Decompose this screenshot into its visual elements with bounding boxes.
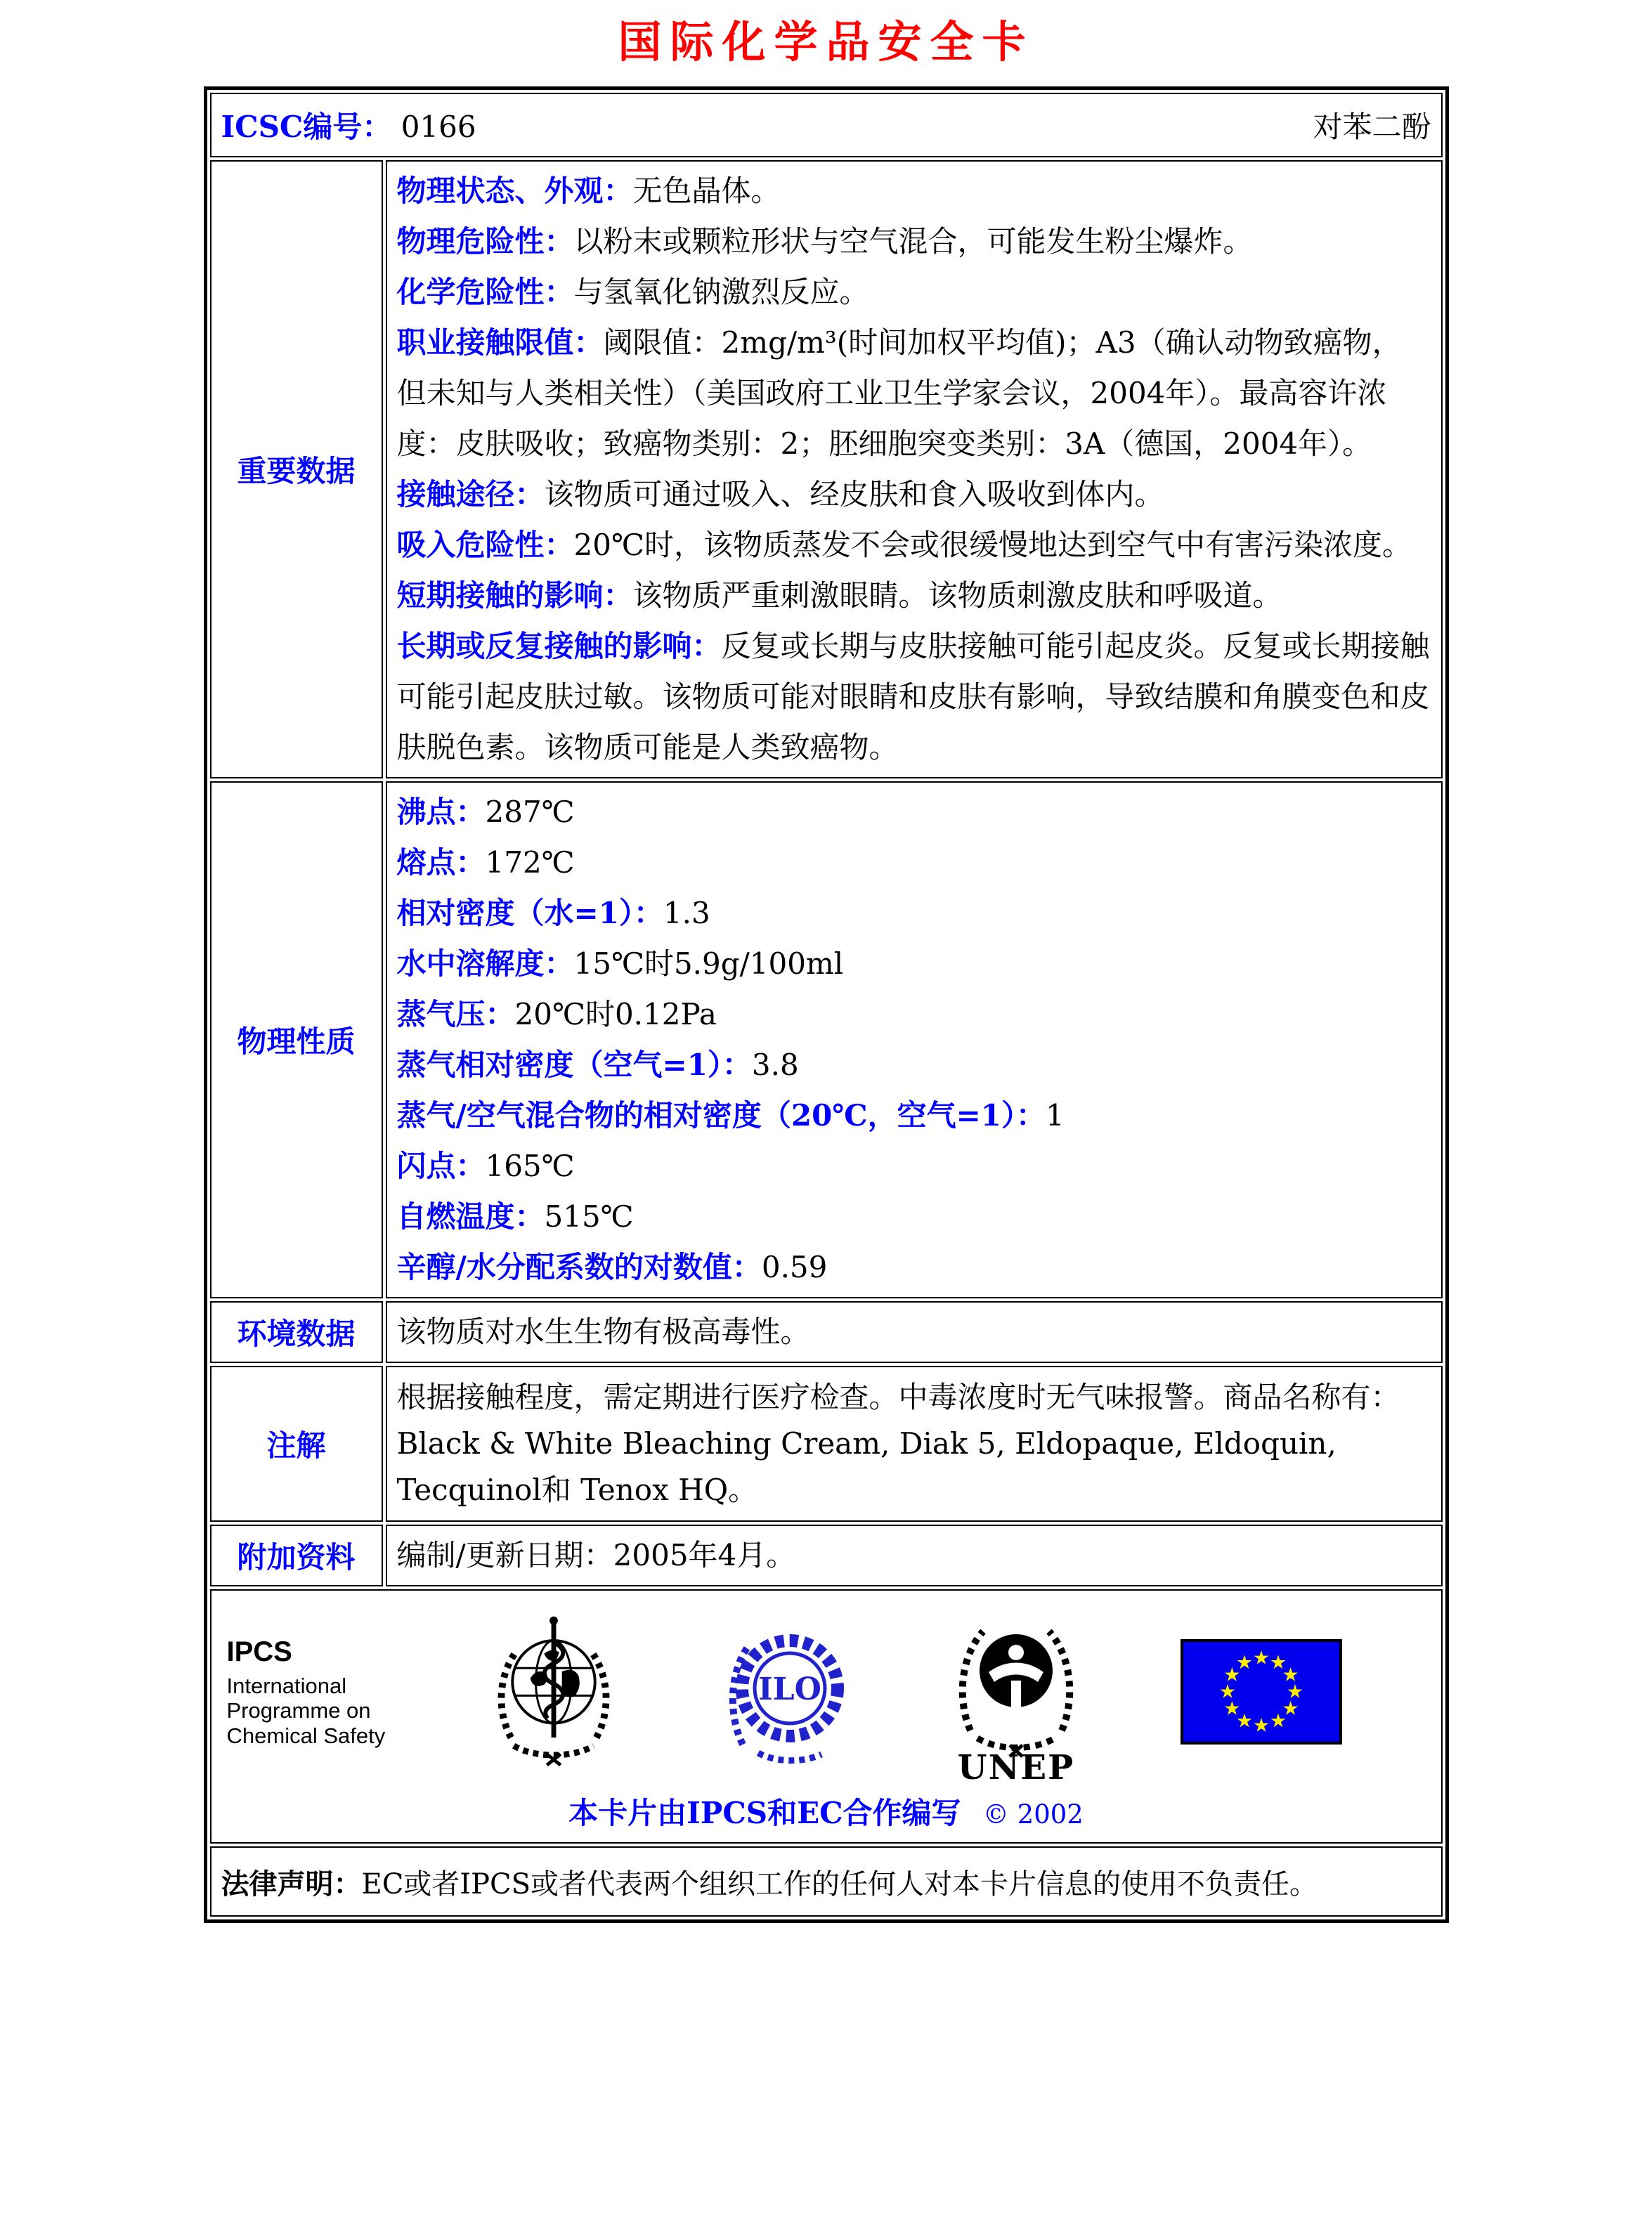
important-data-item [397, 621, 1431, 773]
environmental-data-content: 该物质对水生生物有极高毒性。 [386, 1301, 1443, 1363]
physical-property-item [397, 1090, 1431, 1141]
item-label: 物理状态、外观： [396, 174, 633, 208]
header-cell [210, 93, 1443, 157]
eu-flag-icon [1181, 1639, 1342, 1745]
icsc-number-label: ICSC编号： [221, 110, 392, 144]
ipcs-subtitle-line-3: Chemical Safety [226, 1723, 386, 1748]
physical-property-item [397, 1040, 1431, 1090]
important-data-item [397, 166, 1431, 216]
footer-caption [219, 1790, 1434, 1832]
legal-cell [210, 1846, 1443, 1917]
item-text: 287℃ [485, 795, 575, 829]
chemical-name: 对苯二酚 [1313, 110, 1431, 144]
item-label: 相对密度（水=1）： [396, 896, 663, 930]
section-label-important-data: 重要数据 [210, 160, 383, 778]
item-label: 物理危险性： [396, 224, 574, 259]
physical-property-item [397, 939, 1431, 989]
ilo-logo-text: ILO [757, 1671, 821, 1707]
who-logo-icon [483, 1610, 624, 1775]
ipcs-text-block [227, 1636, 386, 1749]
environmental-data-row [210, 1301, 1443, 1363]
item-label: 化学危险性： [396, 275, 574, 309]
header-row [210, 93, 1443, 157]
important-data-item [397, 469, 1431, 520]
item-text: 阈限值：2mg/m³(时间加权平均值)；A3（确认动物致癌物，但未知与人类相关性）（美国政府工业卫生学家会议，2004年）。最高容许浓度：皮肤吸收；致癌物类别：2；胚细胞突变类别：3A（德国，2004年）。 [396, 325, 1402, 461]
item-text: 以粉末或颗粒形状与空气混合，可能发生粉尘爆炸。 [573, 224, 1253, 259]
item-text: 该物质可通过吸入、经皮肤和食入吸收到体内。 [544, 477, 1164, 511]
item-text: 165℃ [485, 1149, 575, 1183]
section-label-physical-properties: 物理性质 [210, 781, 383, 1298]
notes-row [210, 1366, 1443, 1522]
unep-logo-icon [949, 1600, 1083, 1783]
item-label: 水中溶解度： [396, 946, 574, 981]
item-label: 吸入危险性： [396, 528, 574, 562]
physical-property-item [397, 1141, 1431, 1192]
item-label: 熔点： [396, 845, 486, 880]
important-data-content [386, 160, 1443, 778]
footer-copyright: © 2002 [982, 1799, 1084, 1830]
additional-info-row [210, 1525, 1443, 1586]
important-data-item [397, 520, 1431, 570]
ipcs-subtitle-line-2: Programme on [226, 1698, 371, 1723]
item-text: 20℃时0.12Pa [514, 997, 717, 1031]
item-text: 20℃时，该物质蒸发不会或很缓慢地达到空气中有害污染浓度。 [573, 528, 1412, 562]
item-text: 515℃ [544, 1199, 634, 1234]
footer-caption-text: 本卡片由IPCS和EC合作编写 [568, 1796, 961, 1830]
item-label: 自燃温度： [396, 1199, 545, 1234]
additional-info-content: 编制/更新日期：2005年4月。 [386, 1525, 1443, 1586]
important-data-item [397, 318, 1431, 469]
notes-content: 根据接触程度，需定期进行医疗检查。中毒浓度时无气味报警。商品名称有：Black & White Bleaching Cream, Diak 5, Eldopaque, Eldoquin, Tecquinol和 Tenox HQ。 [386, 1366, 1443, 1522]
ipcs-title: IPCS [226, 1636, 292, 1667]
logos-cell [210, 1589, 1443, 1844]
item-label: 职业接触限值： [396, 325, 604, 360]
unep-logo-text: UNEP [957, 1748, 1075, 1783]
item-text: 172℃ [485, 845, 575, 880]
icsc-number-value: 0166 [401, 110, 476, 144]
important-data-item [397, 267, 1431, 318]
item-text: 0.59 [761, 1250, 828, 1284]
item-label: 蒸气相对密度（空气=1）： [396, 1048, 752, 1082]
item-label: 短期接触的影响： [396, 578, 633, 613]
page-title: 国际化学品安全卡 [618, 16, 1034, 67]
section-label-additional-info: 附加资料 [210, 1525, 383, 1586]
physical-properties-content [386, 781, 1443, 1298]
item-text: 与氢氧化钠激烈反应。 [573, 275, 869, 309]
physical-properties-row [210, 781, 1443, 1298]
item-text: 无色晶体。 [632, 174, 781, 208]
important-data-row [210, 160, 1443, 778]
icsc-number-group [221, 104, 476, 146]
ilo-logo-icon [722, 1618, 852, 1766]
item-text: 反复或长期与皮肤接触可能引起皮炎。反复或长期接触可能引起皮肤过敏。该物质可能对眼睛和皮肤有影响，导致结膜和角膜变色和皮肤脱色素。该物质可能是人类致癌物。 [396, 629, 1430, 764]
physical-property-item [397, 989, 1431, 1040]
item-text: 该物质严重刺激眼睛。该物质刺激皮肤和呼吸道。 [632, 578, 1282, 613]
ipcs-subtitle-line-1: International [226, 1673, 347, 1698]
logos-row [210, 1589, 1443, 1844]
item-text: 3.8 [751, 1048, 799, 1082]
physical-property-item [397, 787, 1431, 837]
section-label-notes: 注解 [210, 1366, 383, 1522]
item-label: 蒸气/空气混合物的相对密度（20℃，空气=1）： [396, 1098, 1046, 1133]
legal-text: EC或者IPCS或者代表两个组织工作的任何人对本卡片信息的使用不负责任。 [361, 1867, 1318, 1900]
physical-property-item [397, 837, 1431, 888]
physical-property-item [397, 888, 1431, 939]
item-label: 接触途径： [396, 477, 545, 511]
important-data-item [397, 570, 1431, 621]
section-label-environmental-data: 环境数据 [210, 1301, 383, 1363]
important-data-item [397, 216, 1431, 267]
item-label: 蒸气压： [396, 997, 515, 1031]
item-label: 沸点： [396, 795, 486, 829]
physical-property-item [397, 1242, 1431, 1293]
legal-row [210, 1846, 1443, 1917]
item-label: 闪点： [396, 1149, 486, 1183]
item-label: 长期或反复接触的影响： [396, 629, 722, 663]
item-label: 辛醇/水分配系数的对数值： [396, 1250, 762, 1284]
icsc-card-table [204, 86, 1449, 1923]
item-text: 1 [1046, 1098, 1065, 1133]
item-text: 15℃时5.9g/100ml [573, 946, 844, 981]
item-text: 1.3 [663, 896, 710, 930]
physical-property-item [397, 1192, 1431, 1242]
legal-label: 法律声明： [221, 1867, 362, 1900]
